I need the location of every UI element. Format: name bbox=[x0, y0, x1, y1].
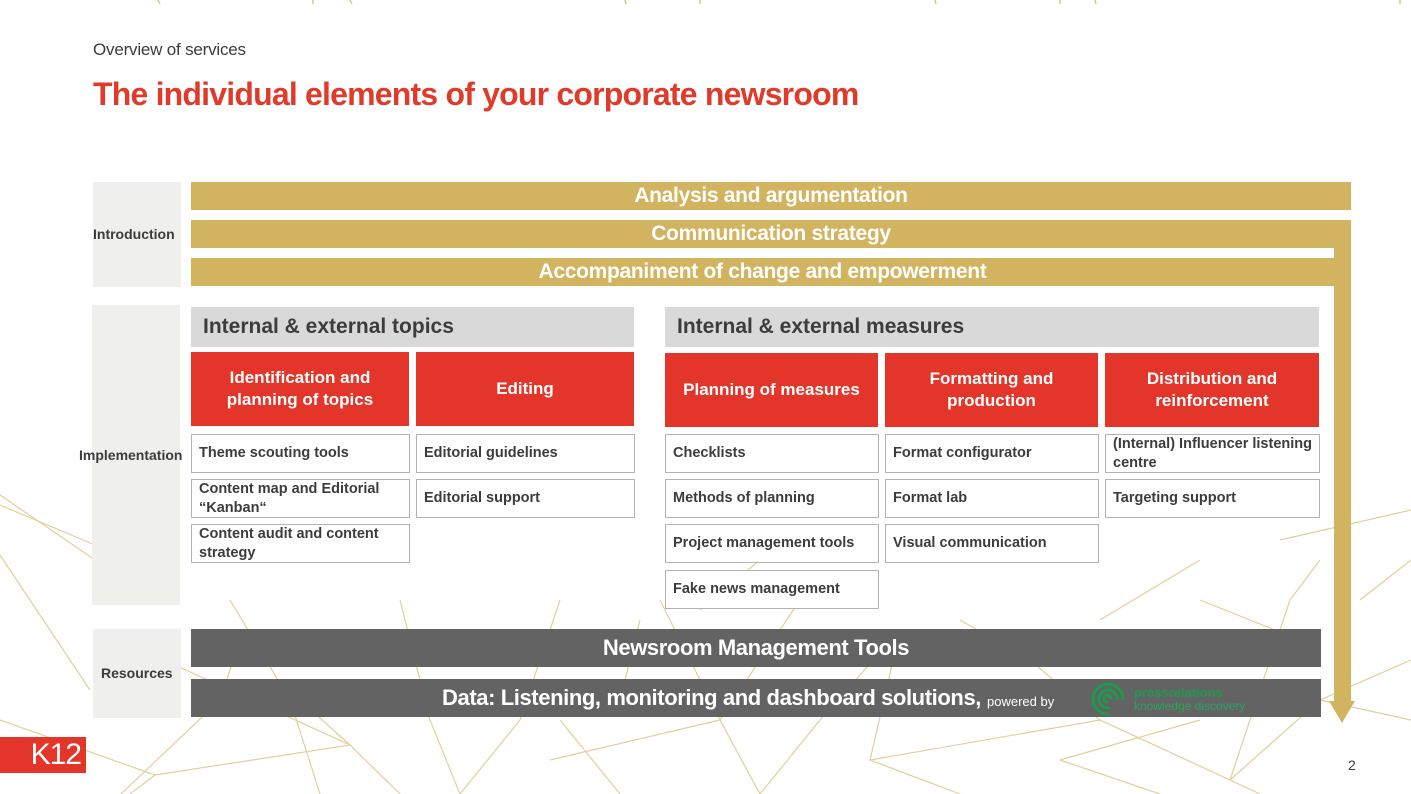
pressrelations-logo bbox=[1090, 681, 1245, 717]
service-item: Visual communication bbox=[885, 524, 1099, 563]
group-header-measures: Internal & external measures bbox=[665, 307, 1319, 347]
service-item: Targeting support bbox=[1105, 479, 1320, 518]
group-header-topics: Internal & external topics bbox=[191, 307, 634, 347]
service-item: Fake news management bbox=[665, 570, 879, 609]
bar-accompaniment-change: Accompaniment of change and empowerment bbox=[191, 258, 1334, 286]
bar-newsroom-management-tools: Newsroom Management Tools bbox=[191, 629, 1321, 667]
column-header-editing: Editing bbox=[416, 352, 634, 426]
service-item: Methods of planning bbox=[665, 479, 879, 518]
column-header-planning-measures: Planning of measures bbox=[665, 353, 878, 427]
partner-name: pressrelations bbox=[1134, 684, 1223, 700]
service-item: Checklists bbox=[665, 434, 879, 473]
slide-subtitle: Overview of services bbox=[93, 40, 246, 59]
column-header-formatting-production: Formatting and production bbox=[885, 353, 1098, 427]
bar-communication-strategy: Communication strategy bbox=[191, 220, 1351, 248]
partner-tagline: knowledge discovery bbox=[1134, 698, 1246, 713]
service-item: Theme scouting tools bbox=[191, 434, 410, 473]
k12-logo: K12 bbox=[0, 737, 86, 773]
service-item: Format configurator bbox=[885, 434, 1099, 473]
column-header-distribution-reinforcement: Distribution and reinforcement bbox=[1105, 353, 1319, 427]
page-number: 2 bbox=[1348, 757, 1356, 773]
flow-arrow-shaft bbox=[1334, 220, 1351, 702]
service-item: Editorial guidelines bbox=[416, 434, 635, 473]
service-item: (Internal) Influencer listening centre bbox=[1105, 434, 1320, 473]
column-header-identification-planning: Identification and planning of topics bbox=[191, 352, 409, 426]
service-item: Content map and Editorial “Kanban“ bbox=[191, 479, 410, 518]
pressrelations-swirl-icon bbox=[1090, 681, 1128, 717]
implementation-label: Implementation bbox=[79, 447, 183, 463]
powered-by-label: powered by bbox=[987, 693, 1055, 709]
service-item: Content audit and content strategy bbox=[191, 524, 410, 563]
service-item: Editorial support bbox=[416, 479, 635, 518]
resources-label: Resources bbox=[101, 665, 173, 681]
data-bar-label: Data: Listening, monitoring and dashboard solutions, bbox=[442, 685, 981, 710]
service-item: Format lab bbox=[885, 479, 1099, 518]
slide-title: The individual elements of your corporate newsroom bbox=[93, 76, 859, 112]
flow-arrow-head-icon bbox=[1329, 701, 1355, 723]
introduction-label: Introduction bbox=[93, 226, 175, 242]
bar-analysis-argumentation: Analysis and argumentation bbox=[191, 182, 1351, 210]
service-item: Project management tools bbox=[665, 524, 879, 563]
